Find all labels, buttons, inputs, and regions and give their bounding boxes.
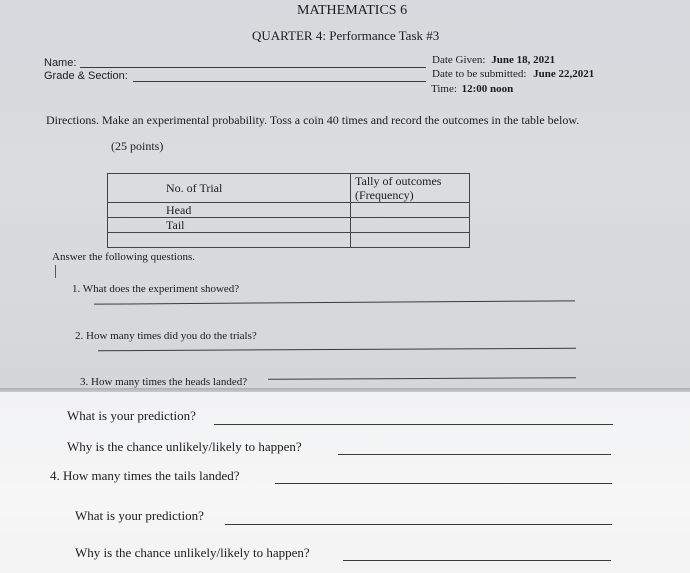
question-3: 3. How many times the heads landed? (80, 376, 248, 388)
answer-line-4b (343, 560, 611, 561)
table-header-row (108, 174, 470, 203)
table-header-cell: Tally of outcomes (Frequency) (351, 174, 470, 203)
answer-line-4a (225, 524, 612, 525)
date-submitted (432, 68, 594, 80)
task-title: QUARTER 4: Performance Task #3 (252, 28, 440, 43)
date-submitted-label: Date to be submitted: (432, 68, 527, 80)
table-row (108, 203, 470, 218)
question-3-chance: Why is the chance unlikely/likely to happen? (67, 439, 302, 454)
question-2: 2. How many times did you do the trials? (75, 330, 257, 342)
answer-line-3a (214, 424, 613, 425)
name-label: Name: (44, 57, 77, 69)
time-value: 12:00 noon (461, 83, 514, 95)
tally-table (107, 173, 470, 248)
table-cell (351, 218, 470, 233)
grade-section-label: Grade & Section: (44, 70, 128, 82)
answer-line-4 (275, 483, 612, 484)
table-header-cell: No. of Trial (108, 174, 351, 203)
table-cell (108, 233, 351, 248)
time-label: Time: (431, 83, 457, 95)
date-given-value: June 18, 2021 (491, 54, 556, 66)
answer-line-2 (98, 348, 576, 352)
subject-title: MATHEMATICS 6 (297, 3, 408, 18)
name-line (80, 67, 426, 68)
directions-text: Directions. Make an experimental probability. Toss a coin 40 times and record the outcomes in the table below. (46, 113, 580, 127)
questions-intro: Answer the following questions. (52, 251, 195, 263)
table-row (108, 218, 470, 233)
time-info (431, 83, 513, 95)
date-given-label: Date Given: (432, 54, 486, 66)
question-4: 4. How many times the tails landed? (50, 468, 240, 483)
grade-section-line (133, 81, 426, 82)
question-3-prediction-text: What is your prediction? (67, 408, 196, 423)
date-given (432, 54, 555, 66)
table-cell (351, 233, 470, 248)
date-submitted-value: June 22,2021 (533, 68, 595, 80)
question-4-prediction: What is your prediction? (75, 508, 204, 523)
answer-line-3b (338, 454, 611, 455)
table-cell-tail: Tail (108, 218, 351, 233)
worksheet-bottom-page (0, 392, 690, 573)
pen-mark (55, 265, 56, 278)
answer-line-1 (94, 300, 575, 304)
question-1: 1. What does the experiment showed? (72, 283, 240, 295)
table-row (108, 233, 470, 248)
answer-line-3 (268, 377, 576, 380)
question-4-chance: Why is the chance unlikely/likely to happen? (75, 545, 310, 560)
table-cell (351, 203, 470, 218)
table-cell-head: Head (108, 203, 351, 218)
points-text: (25 points) (111, 139, 164, 153)
question-3-prediction (67, 408, 196, 424)
